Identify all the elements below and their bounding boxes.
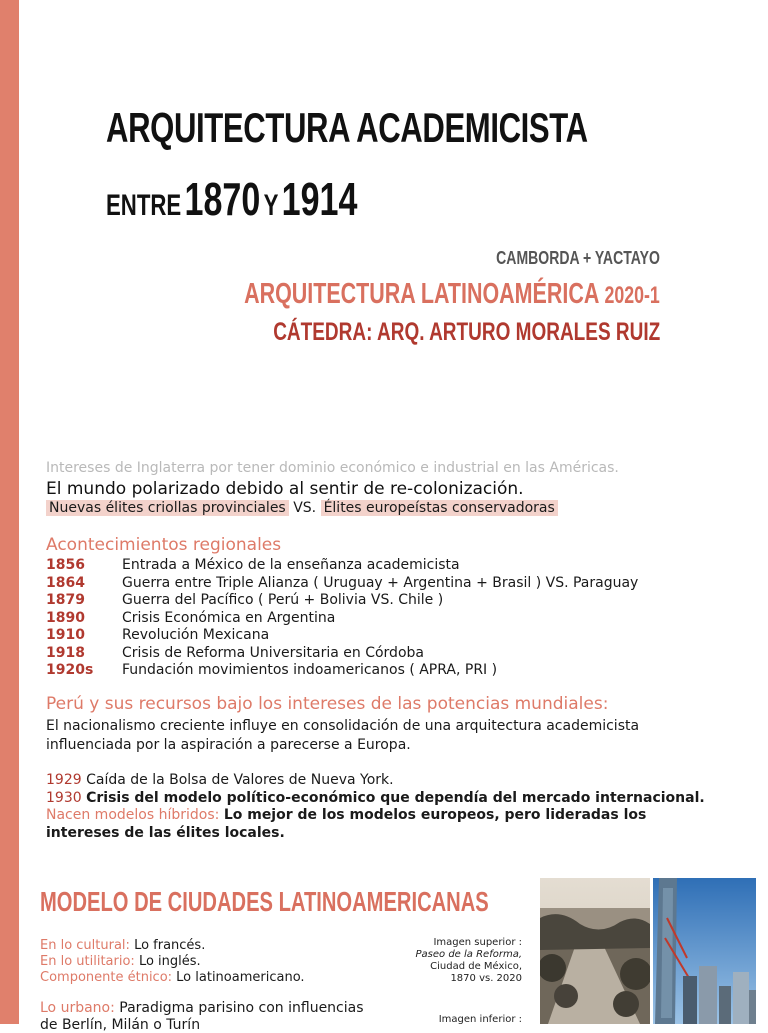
hybrid-label: Nacen modelos híbridos: xyxy=(46,807,220,823)
regional-heading: Acontecimientos regionales xyxy=(46,535,282,555)
intro-lead-text: El mundo polarizado debido al sentir de re-colonización. xyxy=(46,479,524,499)
timeline-year: 1879 xyxy=(46,592,85,608)
year-1930: 1930 xyxy=(46,790,82,806)
timeline-year: 1918 xyxy=(46,645,85,661)
course-name xyxy=(244,278,660,311)
timeline-text: Revolución Mexicana xyxy=(122,627,270,643)
caption-top-title: Paseo de la Reforma, xyxy=(415,949,522,960)
chair-name: CÁTEDRA: ARQ. ARTURO MORALES RUIZ xyxy=(272,318,660,346)
cultural-label: En lo cultural: xyxy=(40,938,130,953)
timeline-text: Crisis de Reforma Universitaria en Córdoba xyxy=(122,645,424,661)
utilitarian-value: Lo inglés. xyxy=(138,954,201,969)
utilitarian-label: En lo utilitario: xyxy=(40,954,135,969)
historic-boulevard-photo xyxy=(540,878,650,1024)
text-1929: Caída de la Bolsa de Valores de Nueva York. xyxy=(86,772,394,788)
title-year-start: 1870 xyxy=(184,173,261,225)
timeline-year: 1910 xyxy=(46,627,85,643)
elite-a-highlight: Nuevas élites criollas provinciales xyxy=(46,500,289,516)
hybrid-models xyxy=(46,807,646,823)
model-urban xyxy=(40,1000,364,1016)
peru-paragraph-2: influenciada por la aspiración a parecerse a Europa. xyxy=(46,737,411,753)
caption-top-place: Ciudad de México, xyxy=(430,961,522,972)
course-year: 2020-1 xyxy=(604,282,660,309)
timeline-row xyxy=(46,645,424,661)
model-utilitarian xyxy=(40,954,201,969)
year-1929: 1929 xyxy=(46,772,82,788)
course-title: ARQUITECTURA LATINOAMÉRICA xyxy=(244,278,599,310)
timeline-year: 1890 xyxy=(46,610,85,626)
title-word-entre: ENTRE xyxy=(106,189,182,222)
peru-heading: Perú y sus recursos bajo los intereses de las potencias mundiales: xyxy=(46,694,609,714)
title-word-y: Y xyxy=(263,189,279,222)
title-line-2 xyxy=(106,172,357,226)
timeline-row xyxy=(46,627,269,643)
timeline-year: 1920s xyxy=(46,662,94,678)
model-cultural xyxy=(40,938,205,953)
intro-faint-text: Intereses de Inglaterra por tener dominio económico e industrial en las Américas. xyxy=(46,460,619,476)
timeline-text: Entrada a México de la enseñanza academicista xyxy=(122,557,460,573)
model-urban-continued xyxy=(40,1017,200,1033)
cultural-value: Lo francés. xyxy=(134,938,206,953)
timeline-row xyxy=(46,592,443,608)
timeline-row xyxy=(46,557,460,573)
timeline-text: Guerra del Pacífico ( Perú + Bolivia VS. Chile ) xyxy=(122,592,444,608)
urban-value-2: de Berlín, Milán o Turín xyxy=(40,1017,201,1033)
caption-bottom-label: Imagen inferior : xyxy=(438,1014,522,1025)
elite-b-highlight: Élites europeístas conservadoras xyxy=(321,500,558,516)
text-1930: Crisis del modelo político-económico que dependía del mercado internacional. xyxy=(86,790,705,806)
caption-top xyxy=(416,937,522,985)
timeline-year: 1856 xyxy=(46,557,85,573)
caption-bottom xyxy=(439,1014,522,1026)
model-ethnic xyxy=(40,970,305,985)
caption-top-years: 1870 vs. 2020 xyxy=(450,973,522,984)
timeline-text: Guerra entre Triple Alianza ( Uruguay + Argentina + Brasil ) VS. Paraguay xyxy=(122,575,639,591)
elites-comparison xyxy=(46,500,558,516)
authors: CAMBORDA + YACTAYO xyxy=(496,248,660,268)
event-1930 xyxy=(46,790,705,806)
timeline-row xyxy=(46,610,335,626)
accent-sidebar xyxy=(0,0,19,1024)
ethnic-value: Lo latinoamericano. xyxy=(176,970,305,985)
timeline-row xyxy=(46,575,638,591)
title-year-end: 1914 xyxy=(281,173,358,225)
timeline-text: Crisis Económica en Argentina xyxy=(122,610,336,626)
ethnic-label: Componente étnico: xyxy=(40,970,173,985)
event-1929 xyxy=(46,772,394,788)
caption-top-label: Imagen superior : xyxy=(433,937,522,948)
urban-value: Paradigma parisino con influencias xyxy=(119,1000,364,1016)
timeline-year: 1864 xyxy=(46,575,85,591)
peru-paragraph-1: El nacionalismo creciente influye en consolidación de una arquitectura academicista xyxy=(46,718,640,734)
urban-label: Lo urbano: xyxy=(40,1000,115,1016)
model-heading: MODELO DE CIUDADES LATINOAMERICANAS xyxy=(40,886,489,917)
hybrid-text-1: Lo mejor de los modelos europeos, pero lideradas los xyxy=(223,807,647,823)
hybrid-text-2: intereses de las élites locales. xyxy=(46,825,285,841)
title-line-1: ARQUITECTURA ACADEMICISTA xyxy=(106,104,588,151)
timeline-text: Fundación movimientos indoamericanos ( APRA, PRI ) xyxy=(122,662,498,678)
timeline-row xyxy=(46,662,497,678)
modern-skyline-photo xyxy=(653,878,756,1024)
vs-text: VS. xyxy=(293,500,317,516)
